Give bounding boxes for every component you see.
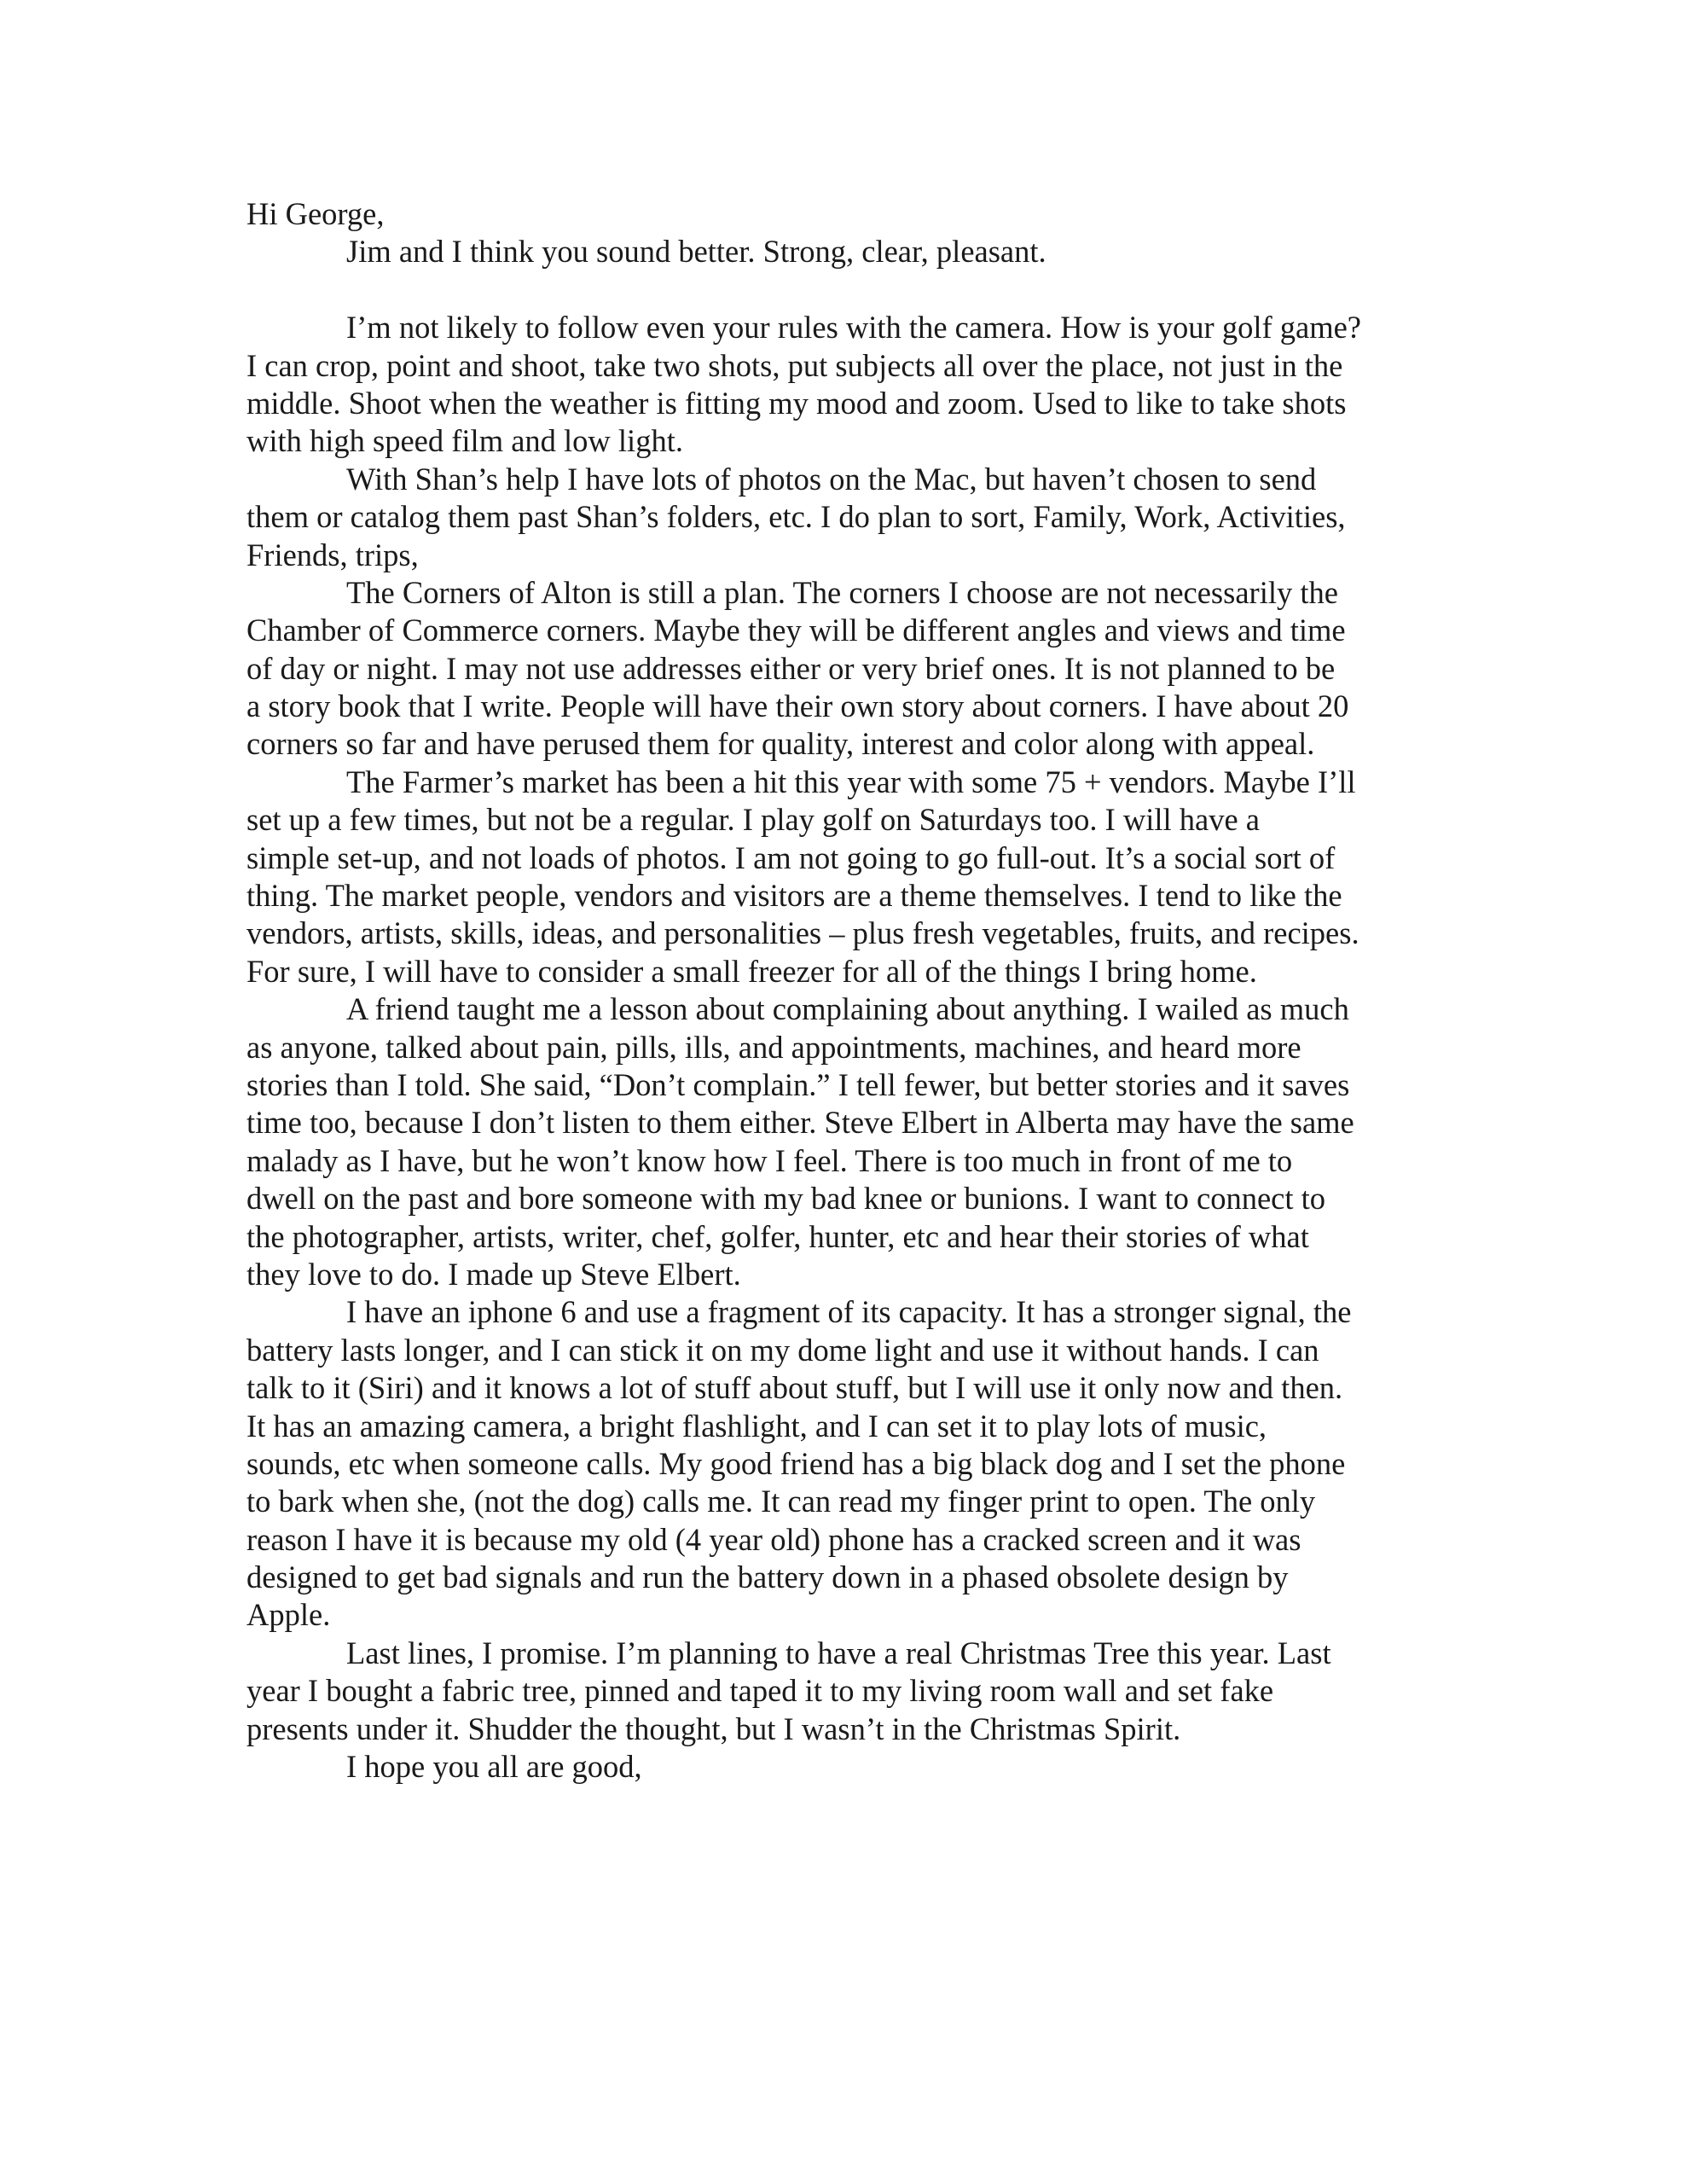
- paragraph-4: [246, 574, 1458, 764]
- paragraph-line: designed to get bad signals and run the battery down in a phased obsolete design by: [246, 1560, 1289, 1595]
- paragraph-line: thing. The market people, vendors and visitors are a theme themselves. I tend to like the: [246, 878, 1342, 914]
- paragraph-line: talk to it (Siri) and it knows a lot of stuff about stuff, but I will use it only now and then.: [246, 1370, 1343, 1406]
- paragraph-line: stories than I told. She said, “Don’t complain.” I tell fewer, but better stories and it saves: [246, 1066, 1350, 1102]
- paragraph-line: vendors, artists, skills, ideas, and personalities – plus fresh vegetables, fruits, and recipes.: [246, 915, 1359, 951]
- paragraph-line: simple set-up, and not loads of photos. I am not going to go full-out. It’s a social sort of: [246, 839, 1336, 875]
- paragraph-line: The Corners of Alton is still a plan. The corners I choose are not necessarily the: [346, 574, 1338, 610]
- paragraph-line: middle. Shoot when the weather is fitting my mood and zoom. Used to like to take shots: [246, 385, 1347, 421]
- paragraph-line: Friends, trips,: [246, 537, 419, 572]
- paragraph-7: [246, 1293, 1458, 1635]
- paragraph-line: a story book that I write. People will have their own story about corners. I have about 20: [246, 688, 1349, 724]
- paragraph-line: they love to do. I made up Steve Elbert.: [246, 1256, 741, 1292]
- blank-line: [246, 271, 1458, 309]
- paragraph-5: [246, 764, 1458, 990]
- paragraph-line: malady as I have, but he won’t know how I feel. There is too much in front of me to: [246, 1142, 1293, 1178]
- letter-body: [246, 195, 1458, 1786]
- paragraph-line: battery lasts longer, and I can stick it on my dome light and use it without hands. I can: [246, 1332, 1319, 1368]
- paragraph-line: Last lines, I promise. I’m planning to have a real Christmas Tree this year. Last: [346, 1635, 1331, 1670]
- paragraph-line: set up a few times, but not be a regular. I play golf on Saturdays too. I will have a: [246, 802, 1260, 838]
- paragraph-line: With Shan’s help I have lots of photos on the Mac, but haven’t chosen to send: [346, 461, 1317, 497]
- paragraph-8: [246, 1635, 1458, 1748]
- paragraph-line: It has an amazing camera, a bright flashlight, and I can set it to play lots of music,: [246, 1408, 1267, 1443]
- paragraph-line: reason I have it is because my old (4 year old) phone has a cracked screen and it was: [246, 1521, 1301, 1557]
- paragraph-3: [246, 461, 1458, 574]
- paragraph-line: sounds, etc when someone calls. My good friend has a big black dog and I set the phone: [246, 1445, 1346, 1481]
- paragraph-line: dwell on the past and bore someone with my bad knee or bunions. I want to connect to: [246, 1181, 1326, 1217]
- paragraph-line: the photographer, artists, writer, chef, golfer, hunter, etc and hear their stories of what: [246, 1218, 1309, 1254]
- paragraph-line: corners so far and have perused them for quality, interest and color along with appeal.: [246, 726, 1315, 762]
- paragraph-line: Jim and I think you sound better. Strong, clear, pleasant.: [346, 234, 1046, 270]
- letter-closing: I hope you all are good,: [346, 1749, 642, 1785]
- paragraph-line: presents under it. Shudder the thought, but I wasn’t in the Christmas Spirit.: [246, 1711, 1181, 1746]
- letter-greeting: Hi George,: [246, 196, 385, 231]
- paragraph-line: to bark when she, (not the dog) calls me. It can read my finger print to open. The only: [246, 1484, 1316, 1519]
- paragraph-line: them or catalog them past Shan’s folders, etc. I do plan to sort, Family, Work, Activities,: [246, 499, 1346, 535]
- paragraph-line: The Farmer’s market has been a hit this year with some 75 + vendors. Maybe I’ll: [346, 764, 1356, 799]
- paragraph-line: Apple.: [246, 1597, 331, 1633]
- paragraph-line: A friend taught me a lesson about complaining about anything. I wailed as much: [346, 991, 1349, 1027]
- paragraph-line: as anyone, talked about pain, pills, ills, and appointments, machines, and heard more: [246, 1029, 1301, 1065]
- paragraph-line: I can crop, point and shoot, take two shots, put subjects all over the place, not just in the: [246, 347, 1343, 383]
- paragraph-line: I’m not likely to follow even your rules with the camera. How is your golf game?: [346, 310, 1361, 346]
- paragraph-line: Chamber of Commerce corners. Maybe they will be different angles and views and time: [246, 613, 1346, 648]
- paragraph-line: year I bought a fabric tree, pinned and taped it to my living room wall and set fake: [246, 1673, 1274, 1709]
- paragraph-line: with high speed film and low light.: [246, 423, 683, 459]
- paragraph-1: [246, 233, 1458, 270]
- paragraph-line: For sure, I will have to consider a small freezer for all of the things I bring home.: [246, 953, 1257, 989]
- paragraph-6: [246, 990, 1458, 1293]
- paragraph-line: time too, because I don’t listen to them either. Steve Elbert in Alberta may have the same: [246, 1105, 1354, 1141]
- paragraph-line: I have an iphone 6 and use a fragment of its capacity. It has a stronger signal, the: [346, 1294, 1352, 1330]
- paragraph-2: [246, 309, 1458, 461]
- paragraph-line: of day or night. I may not use addresses either or very brief ones. It is not planned to be: [246, 650, 1336, 686]
